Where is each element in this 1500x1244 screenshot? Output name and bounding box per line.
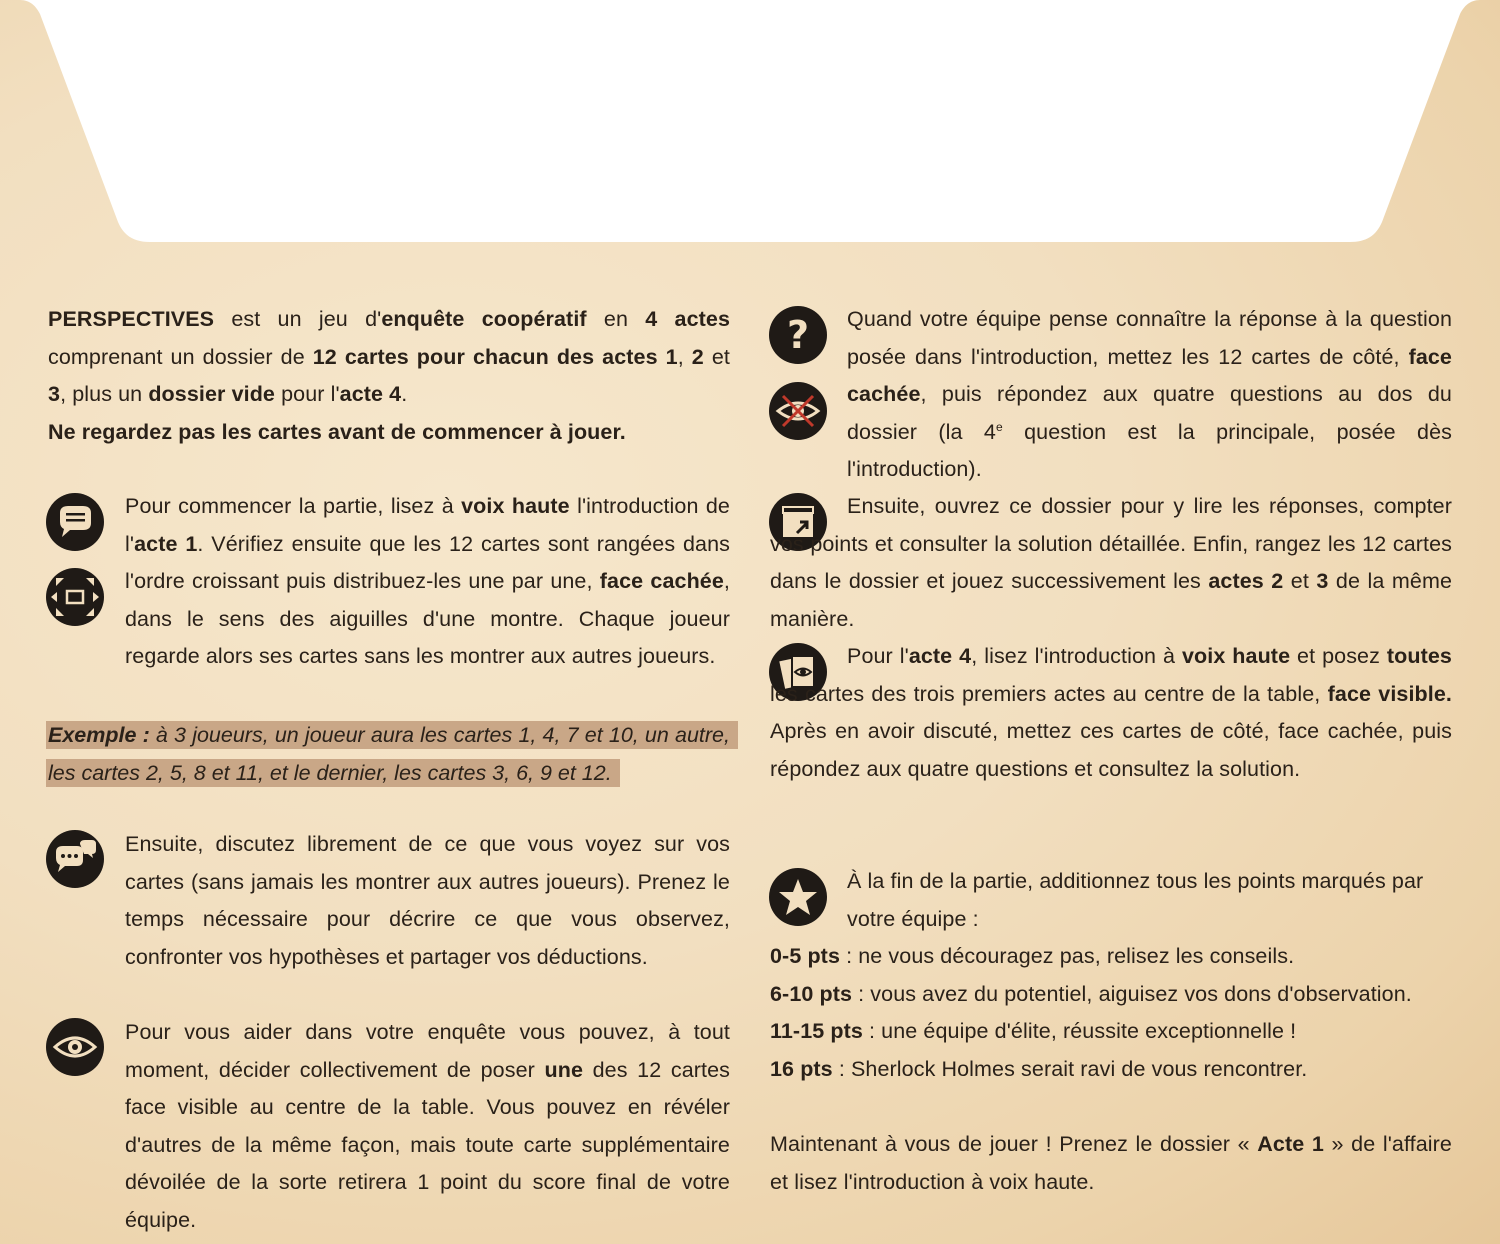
example-text: à 3 joueurs, un joueur aura les cartes 1, 4, 7 et 10, un autre, les cartes 2, 5, 8 et 11, et le dernier, les cartes 3, 6, 9 et 12.: [48, 723, 730, 785]
intro-bold: 3: [48, 382, 61, 406]
score-range: 6-10 pts: [770, 981, 853, 1006]
intro-bold: 4 actes: [645, 307, 731, 331]
act4-text: les cartes des trois premiers actes au centre de la table,: [770, 681, 1328, 706]
start-bold: face cachée: [599, 569, 724, 593]
score-text: : ne vous découragez pas, relisez les conseils.: [840, 944, 1295, 968]
answer-text: question est la principale, posée dès l'introduction).: [847, 419, 1452, 481]
closing-paragraph: [770, 1126, 1452, 1201]
reveal-paragraph: [48, 1014, 730, 1239]
act4-paragraph: [770, 638, 1452, 788]
intro-text: et: [703, 344, 730, 369]
act4-text: , lisez l'introduction à: [971, 644, 1182, 668]
answer-paragraph: [770, 301, 1452, 489]
reveal-text: Pour vous aider dans votre enquête vous pouvez, à tout moment, décider collectivement de poser: [125, 1020, 730, 1082]
score-text: : Sherlock Holmes serait ravi de vous rencontrer.: [832, 1056, 1308, 1081]
discuss-paragraph: [48, 826, 730, 976]
act4-bold: voix haute: [1181, 644, 1291, 668]
start-paragraph: [48, 488, 730, 676]
score-range: 11-15 pts: [770, 1019, 863, 1043]
example-label: Exemple :: [48, 723, 150, 747]
act4-bold: acte 4: [908, 644, 972, 668]
intro-text: ,: [677, 344, 692, 369]
intro-text: en: [586, 307, 646, 331]
act4-text: et posez: [1290, 644, 1387, 668]
superscript: e: [995, 419, 1003, 434]
closing-text: » de l'affaire et lisez l'introduction à voix haute.: [770, 1132, 1452, 1194]
start-bold: voix haute: [461, 494, 570, 518]
intro-bold: 2: [691, 344, 704, 369]
score-row: [770, 976, 1452, 1014]
closing-bold: Acte 1: [1257, 1132, 1324, 1156]
answer-text: , puis répondez aux quatre questions au dos du dossier (la 4: [847, 382, 1452, 444]
start-text: . Vérifiez ensuite que les 12 cartes sont rangées dans l'ordre croissant puis distribuez-les une par une,: [125, 531, 730, 593]
score-row: [770, 1013, 1452, 1051]
reveal-bold: une: [544, 1057, 584, 1082]
intro-bold: enquête coopératif: [381, 307, 587, 331]
score-row: [770, 938, 1452, 976]
intro-text: .: [401, 382, 408, 406]
answer-bold: face cachée: [847, 344, 1452, 406]
act4-text: Pour l': [847, 644, 909, 668]
start-bold: acte 1: [134, 531, 198, 556]
intro-paragraph: [48, 301, 730, 451]
score-range: 16 pts: [770, 1056, 833, 1081]
intro-text: est un jeu d': [214, 307, 382, 331]
example-box: [46, 717, 738, 792]
score-text: : vous avez du potentiel, aiguisez vos dons d'observation.: [852, 981, 1412, 1006]
closing-text: Maintenant à vous de jouer ! Prenez le dossier «: [770, 1132, 1258, 1156]
svg-text:?: ?: [786, 313, 810, 357]
answer-text: Quand votre équipe pense connaître la réponse à la question posée dans l'introduction, mettez les 12 cartes de côté,: [847, 307, 1452, 369]
start-text: l'introduction de l': [125, 494, 730, 556]
folder-cutout: [0, 0, 1500, 250]
discuss-text: Ensuite, discutez librement de ce que vous voyez sur vos cartes (sans jamais les montrer aux autres joueurs). Prenez le temps nécessaire pour décrire ce que vous observez, confronter vos hypothèses et partager vos déductions.: [125, 832, 730, 969]
intro-text: pour l': [275, 382, 340, 406]
open-text: de la même manière.: [770, 569, 1453, 631]
intro-text: , plus un: [60, 382, 149, 406]
open-bold: actes 2: [1208, 569, 1284, 593]
start-text: Pour commencer la partie, lisez à: [125, 494, 462, 518]
open-bold: 3: [1316, 569, 1329, 593]
open-paragraph: [770, 488, 1452, 638]
score-text: : une équipe d'élite, réussite exceptionnelle !: [862, 1019, 1297, 1043]
score-range: 0-5 pts: [770, 944, 840, 968]
score-intro: À la fin de la partie, additionnez tous les points marqués par votre équipe :: [847, 869, 1424, 931]
open-text: et: [1283, 569, 1317, 593]
start-text: , dans le sens des aiguilles d'une montre. Chaque joueur regarde alors ses cartes sans les montrer aux autres joueurs.: [125, 569, 730, 668]
intro-bold: acte 4: [339, 382, 402, 406]
score-row: [770, 1051, 1452, 1089]
open-text: Ensuite, ouvrez ce dossier pour y lire les réponses, compter vos points et consulter la solution détaillée. Enfin, rangez les 12 cartes dans le dossier et jouez successivement les: [770, 494, 1452, 593]
reveal-text: des 12 cartes face visible au centre de la table. Vous pouvez en révéler d'autres de la même façon, mais toute carte supplémentaire dévoilée de la sorte retirera 1 point du score final de votre équipe.: [125, 1057, 730, 1232]
game-name: PERSPECTIVES: [48, 307, 215, 331]
intro-text: comprenant un dossier de: [48, 344, 313, 369]
act4-bold: toutes: [1386, 644, 1452, 668]
warning-text: Ne regardez pas les cartes avant de commencer à jouer.: [48, 419, 626, 444]
intro-bold: dossier vide: [148, 382, 275, 406]
intro-bold: 12 cartes pour chacun des actes 1: [312, 344, 678, 369]
act4-bold: face visible.: [1327, 681, 1452, 706]
score-section: [770, 863, 1452, 1088]
act4-text: Après en avoir discuté, mettez ces cartes de côté, face cachée, puis répondez aux quatre questions et consultez la solution.: [770, 719, 1452, 781]
